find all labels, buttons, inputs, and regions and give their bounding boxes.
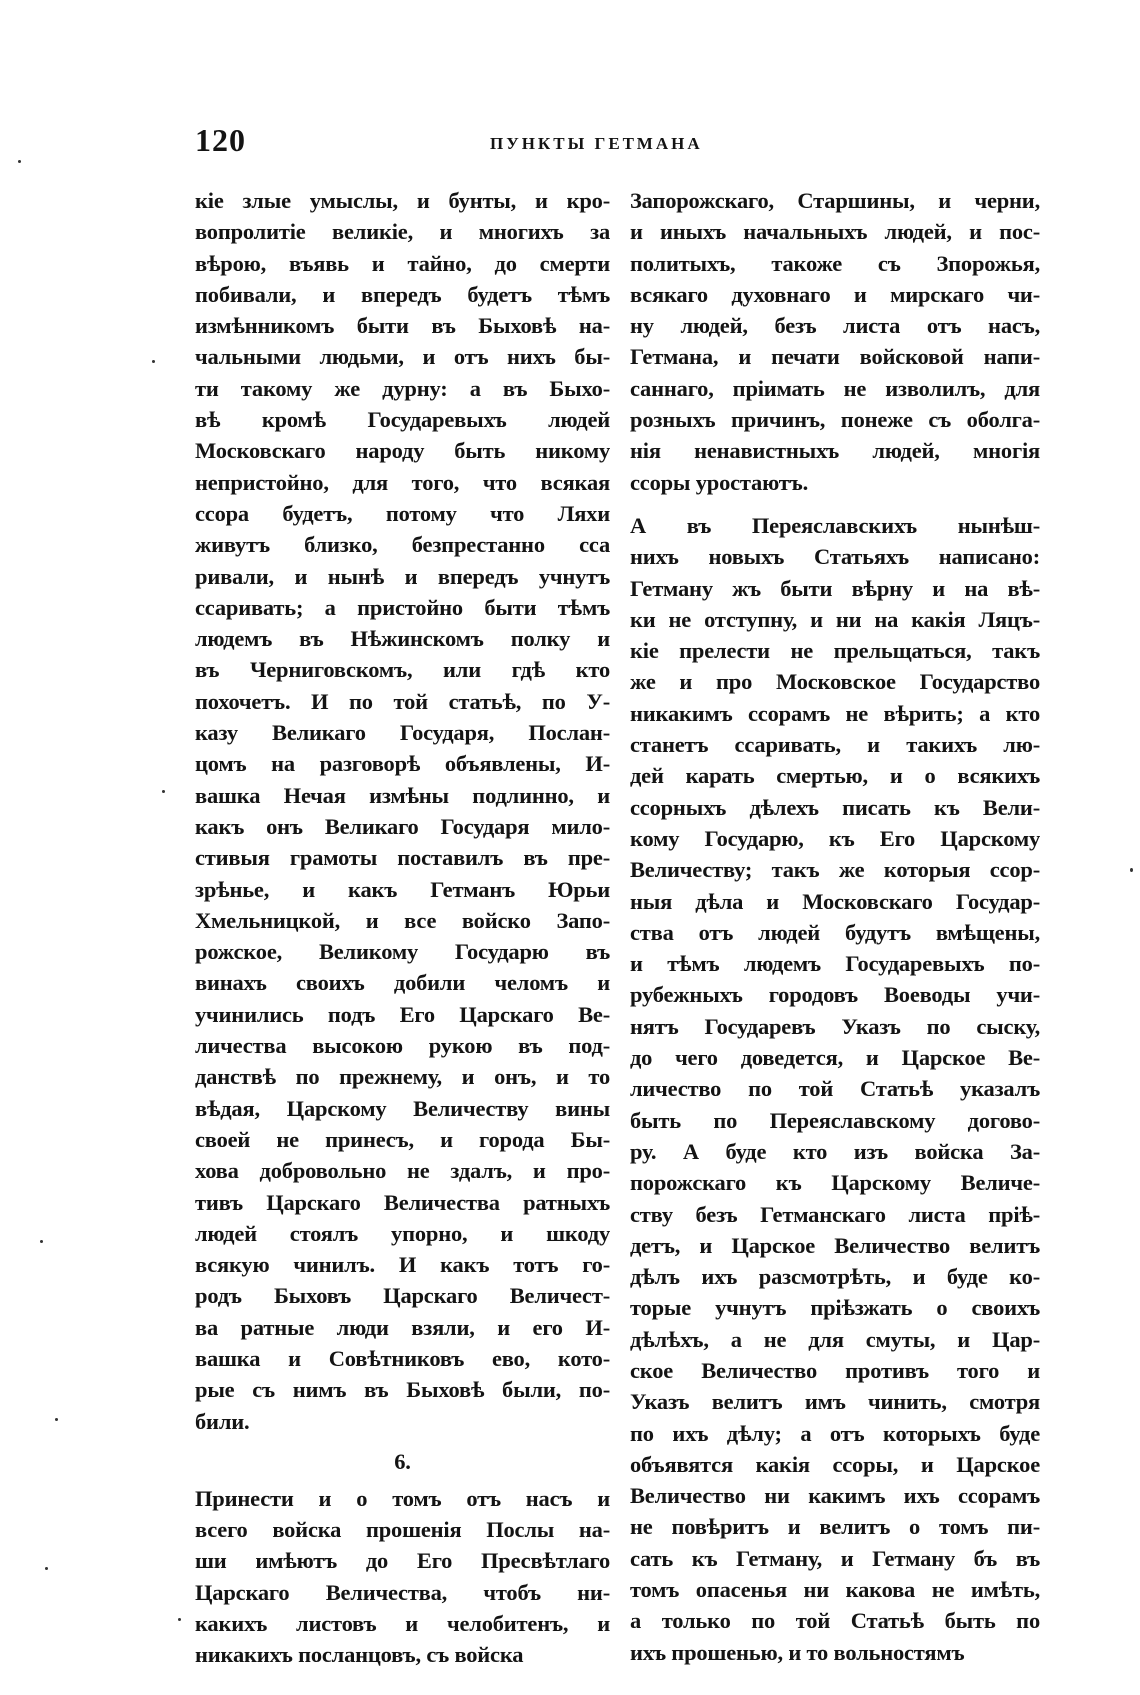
text-line: и иныхъ начальныхъ людей, и пос- <box>630 219 1040 245</box>
text-line: непристойно, для того, что всякая <box>195 469 610 495</box>
right-paragraph-1 <box>630 185 1040 498</box>
text-line: данствѣ по прежнему, и онъ, и то <box>195 1064 610 1090</box>
scan-speck <box>1130 868 1133 872</box>
section-number: 6. <box>394 1448 411 1474</box>
text-line: Указъ велитъ имъ чинить, смотря <box>630 1389 1040 1415</box>
text-line: живутъ близко, безпрестанно сса <box>195 532 610 558</box>
text-line: всего войска прошенія Послы на- <box>195 1517 610 1543</box>
text-line: своей не принесъ, и города Бы- <box>195 1126 610 1152</box>
text-line: рубежныхъ городовъ Воеводы учи- <box>630 982 1040 1008</box>
text-line: личества высокою рукою въ под- <box>195 1033 610 1059</box>
text-line: Величеству; такъ же которыя ссор- <box>630 857 1040 883</box>
right-column <box>630 185 1040 1668</box>
text-line: же и про Московское Государство <box>630 669 1040 695</box>
left-paragraph-2 <box>195 1483 610 1671</box>
text-line: нихъ новыхъ Статьяхъ написано: <box>630 544 1040 570</box>
text-line: быть по Переяславскому догово- <box>630 1107 1040 1133</box>
text-line: политыхъ, такоже съ Зпорожья, <box>630 250 1040 276</box>
text-line: ривали, и нынѣ и впередъ учнутъ <box>195 563 610 589</box>
scan-speck <box>18 160 21 163</box>
text-line: Хмельницкой, и все войско Запо- <box>195 907 610 933</box>
text-line: личество по той Статьѣ указалъ <box>630 1076 1040 1102</box>
text-line: никакихъ посланцовъ, съ войска <box>195 1642 524 1668</box>
text-line: людей стоялъ упорно, и шкоду <box>195 1220 610 1246</box>
text-line: измѣнникомъ быти въ Быховѣ на- <box>195 313 610 339</box>
scan-speck <box>162 790 165 793</box>
text-line: кіе прелести не прельщаться, такъ <box>630 638 1040 664</box>
right-paragraph-2 <box>630 510 1040 1668</box>
text-line: ссаривать; а пристойно быти тѣмъ <box>195 594 610 620</box>
text-line: били. <box>195 1408 250 1434</box>
text-line: сать къ Гетману, и Гетману бъ въ <box>630 1545 1040 1571</box>
text-line: ссоры уростаютъ. <box>630 469 808 495</box>
text-line: а только по той Статьѣ быть по <box>630 1608 1040 1634</box>
text-line: учинились подъ Его Царскаго Ве- <box>195 1001 610 1027</box>
text-line: рые съ нимъ въ Быховѣ были, по- <box>195 1377 610 1403</box>
scan-speck <box>178 1618 181 1621</box>
text-line: дей карать смертью, и о всякихъ <box>630 763 1040 789</box>
text-line: родъ Быховъ Царскаго Величест- <box>195 1283 610 1309</box>
text-line: станетъ ссаривать, и такихъ лю- <box>630 732 1040 758</box>
page-header <box>195 122 1025 164</box>
text-line: цомъ на разговорѣ объявлены, И- <box>195 751 610 777</box>
text-line: ское Величество противъ того и <box>630 1357 1040 1383</box>
text-line: Московскаго народу быть никому <box>195 438 610 464</box>
text-line: ти такому же дурну: а въ Быхо- <box>195 375 610 401</box>
scan-speck <box>45 1567 48 1570</box>
text-line: чальными людьми, и отъ нихъ бы- <box>195 344 610 370</box>
text-line: людемъ въ Нѣжинскомъ полку и <box>195 626 610 652</box>
text-line: какъ онъ Великаго Государя мило- <box>195 813 610 839</box>
scan-speck <box>55 1418 58 1421</box>
text-line: ихъ прошенью, и то вольностямъ <box>630 1639 965 1665</box>
text-line: торые учнутъ пріѣзжать о своихъ <box>630 1295 1040 1321</box>
text-line: ссорныхъ дѣлехъ писать къ Вели- <box>630 794 1040 820</box>
text-line: рожское, Великому Государю въ <box>195 939 610 965</box>
text-line: дѣлѣхъ, а не для смуты, и Цар- <box>630 1326 1040 1352</box>
text-line: по ихъ дѣлу; а отъ которыхъ буде <box>630 1420 1040 1446</box>
text-line: и тѣмъ людемъ Государевыхъ по- <box>630 951 1040 977</box>
text-line: ныя дѣла и Московскаго Государ- <box>630 888 1040 914</box>
text-line: до чего доведется, и Царское Ве- <box>630 1045 1040 1071</box>
text-line: въ Черниговскомъ, или гдѣ кто <box>195 657 610 683</box>
text-line: нятъ Государевъ Указъ по сыску, <box>630 1013 1040 1039</box>
text-line: розныхъ причинъ, понеже съ оболга- <box>630 407 1040 433</box>
text-line: Гетману жъ быти вѣрну и на вѣ- <box>630 575 1040 601</box>
text-line: кіе злые умыслы, и бунты, и кро- <box>195 188 610 213</box>
text-line: Запорожскаго, Старшины, и черни, <box>630 188 1040 213</box>
text-line: какихъ листовъ и челобитенъ, и <box>195 1611 610 1637</box>
text-line: дѣлъ ихъ разсмотрѣть, и буде ко- <box>630 1264 1040 1290</box>
text-line: А въ Переяславскихъ нынѣш- <box>630 512 1040 538</box>
text-line: Царскаго Величества, чтобъ ни- <box>195 1579 610 1605</box>
text-line: побивали, и впередъ будетъ тѣмъ <box>195 281 610 307</box>
text-line: ства отъ людей будутъ вмѣщены, <box>630 919 1040 945</box>
text-line: казу Великаго Государя, Послан- <box>195 720 610 746</box>
text-line: зрѣнье, и какъ Гетманъ Юрьи <box>195 876 610 902</box>
text-line: ссора будетъ, потому что Ляхи <box>195 500 610 526</box>
text-line: вѣ кромѣ Государевыхъ людей <box>195 407 610 433</box>
text-line: кому Государю, къ Его Царскому <box>630 825 1040 851</box>
text-line: хова добровольно не здалъ, и про- <box>195 1158 610 1184</box>
text-line: вѣдая, Царскому Величеству вины <box>195 1095 610 1121</box>
text-line: вѣрою, въявь и тайно, до смерти <box>195 250 610 276</box>
text-line: ру. А буде кто изъ войска За- <box>630 1138 1040 1164</box>
text-line: Принести и о томъ отъ насъ и <box>195 1485 610 1511</box>
text-line: детъ, и Царское Величество велитъ <box>630 1232 1040 1258</box>
text-line: ству безъ Гетманскаго листа пріѣ- <box>630 1201 1040 1227</box>
text-line: винахъ своихъ добили челомъ и <box>195 970 610 996</box>
text-line: Величество ни какимъ ихъ ссорамъ <box>630 1483 1040 1509</box>
text-line: не повѣритъ и велитъ о томъ пи- <box>630 1514 1040 1540</box>
paragraph-gap <box>630 498 1040 510</box>
scan-speck <box>40 1240 43 1243</box>
text-line: стивыя грамоты поставилъ въ пре- <box>195 845 610 871</box>
text-line: томъ опасенья ни какова не имѣть, <box>630 1577 1040 1603</box>
text-line: вопролитіе великіе, и многихъ за <box>195 219 610 245</box>
text-line: саннаго, пріимать не изволилъ, для <box>630 375 1040 401</box>
text-line: похочетъ. И по той статьѣ, по У- <box>195 688 610 714</box>
text-line: всякаго духовнаго и мирскаго чи- <box>630 281 1040 307</box>
text-line: вашка и Совѣтниковъ ево, кото- <box>195 1345 610 1371</box>
text-line: объявятся какія ссоры, и Царское <box>630 1451 1040 1477</box>
text-line: тивъ Царскаго Величества ратныхъ <box>195 1189 610 1215</box>
scan-speck <box>152 360 155 363</box>
text-line: порожскаго къ Царскому Величе- <box>630 1170 1040 1196</box>
left-paragraph-1 <box>195 185 610 1437</box>
running-head: ПУНКТЫ ГЕТМАНА <box>490 134 703 153</box>
text-line: вашка Нечая измѣны подлинно, и <box>195 782 610 808</box>
text-line: ва ратные люди взяли, и его И- <box>195 1314 610 1340</box>
page-number: 120 <box>195 122 246 158</box>
text-line: никакимъ ссорамъ не вѣрить; а кто <box>630 700 1040 726</box>
text-line: ши имѣютъ до Его Пресвѣтлаго <box>195 1548 610 1574</box>
text-line: всякую чинилъ. И какъ тотъ го- <box>195 1252 610 1278</box>
left-column <box>195 185 610 1671</box>
text-line: нія ненавистныхъ людей, многія <box>630 438 1040 464</box>
text-line: Гетмана, и печати войсковой напи- <box>630 344 1040 370</box>
text-line: ну людей, безъ листа отъ насъ, <box>630 313 1040 339</box>
text-line: ки не отступну, и ни на какія Ляцъ- <box>630 606 1040 632</box>
